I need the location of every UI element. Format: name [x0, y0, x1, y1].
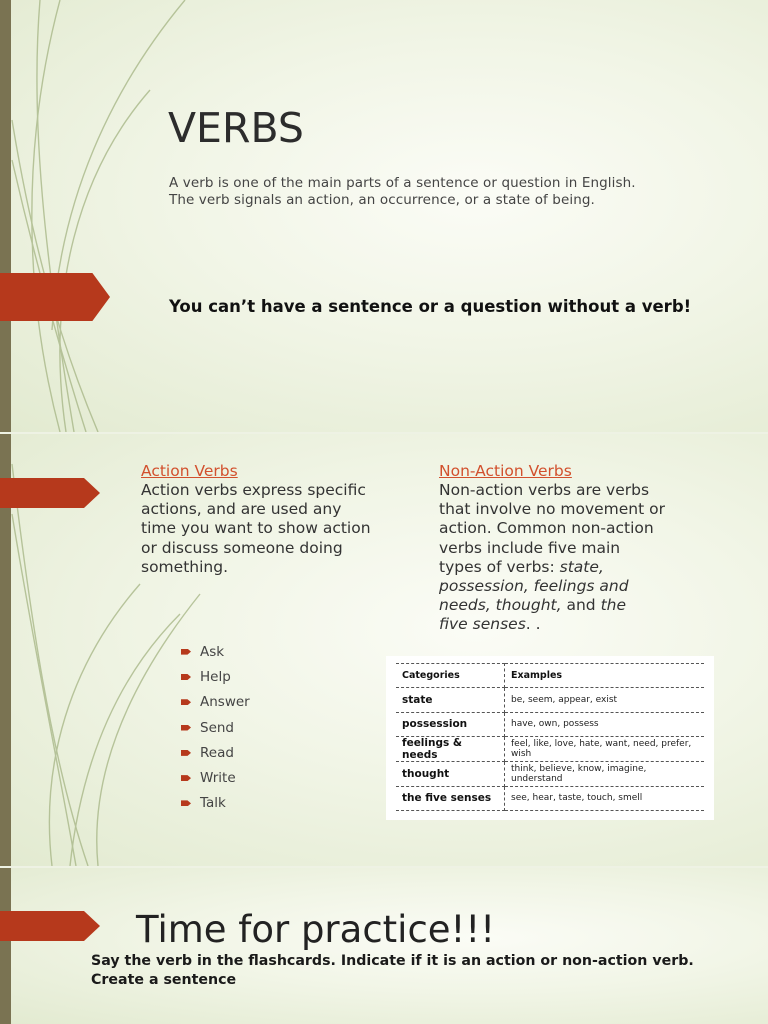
- action-line: or discuss someone doing: [141, 538, 343, 557]
- action-line: time you want to show action: [141, 519, 371, 538]
- non-action-line: verbs include five main: [439, 538, 621, 557]
- non-action-line: possession, feelings and: [439, 577, 629, 596]
- non-action-line: needs, thought, and the: [439, 596, 626, 615]
- table-cell-examples: be, seem, appear, exist: [505, 688, 705, 712]
- table-cell-category: feelings & needs: [396, 737, 505, 762]
- table-cell-examples: feel, like, love, hate, want, need, prefer, wish: [505, 737, 705, 762]
- verb-categories-table: [396, 663, 704, 811]
- table-cell-category: possession: [396, 712, 505, 736]
- table-row: [396, 712, 704, 736]
- non-action-verbs-description: [439, 481, 739, 635]
- instruction-line-2: Create a sentence: [91, 972, 237, 988]
- arrow-bullet-icon: [181, 750, 191, 756]
- table-header: Categories: [396, 664, 505, 688]
- table-cell-examples: see, hear, taste, touch, smell: [505, 786, 705, 810]
- list-item: Answer: [181, 690, 250, 715]
- arrow-bullet-icon: [181, 800, 191, 806]
- table-header-row: [396, 664, 704, 688]
- slide-marker-arrow: [0, 911, 100, 941]
- table-row: [396, 786, 704, 810]
- table-row: [396, 737, 704, 762]
- list-item: Read: [181, 740, 250, 765]
- action-verbs-heading[interactable]: Action Verbs: [141, 462, 238, 480]
- intro-line-2: The verb signals an action, an occurrence, or a state of being.: [169, 192, 595, 208]
- slide-sidebar-bar: [0, 868, 11, 1024]
- non-action-verbs-heading[interactable]: Non-Action Verbs: [439, 462, 572, 480]
- arrow-bullet-icon: [181, 674, 191, 680]
- decorative-curves: [0, 0, 200, 432]
- action-line: something.: [141, 557, 228, 576]
- table-header: Examples: [505, 664, 705, 688]
- table-cell-category: state: [396, 688, 505, 712]
- action-line: actions, and are used any: [141, 500, 342, 519]
- non-action-line: types of verbs: state,: [439, 557, 604, 576]
- table-cell-category: thought: [396, 762, 505, 786]
- slide-1: [0, 0, 768, 432]
- arrow-bullet-icon: [181, 649, 191, 655]
- slide-marker-arrow: [0, 273, 110, 321]
- list-item: Talk: [181, 791, 250, 816]
- verb-categories-table-image: [386, 656, 714, 820]
- slide-marker-arrow: [0, 478, 100, 508]
- table-row: [396, 688, 704, 712]
- practice-instructions: [91, 952, 694, 990]
- slide-3: [0, 868, 768, 1024]
- non-action-line: five senses. .: [439, 615, 541, 634]
- arrow-bullet-icon: [181, 725, 191, 731]
- non-action-line: action. Common non-action: [439, 519, 654, 538]
- intro-paragraph: [169, 175, 729, 209]
- emphasis-statement: You can’t have a sentence or a question without a verb!: [169, 297, 692, 316]
- arrow-bullet-icon: [181, 699, 191, 705]
- table-row: [396, 762, 704, 786]
- table-cell-examples: have, own, possess: [505, 712, 705, 736]
- action-line: Action verbs express specific: [141, 481, 366, 499]
- slide-title: VERBS: [168, 104, 304, 152]
- list-item: Send: [181, 715, 250, 740]
- action-verbs-description: [141, 481, 391, 577]
- table-cell-examples: think, believe, know, imagine, understand: [505, 762, 705, 786]
- action-verbs-column: [141, 462, 391, 577]
- slide-title: Time for practice!!!: [136, 908, 496, 951]
- list-item: Write: [181, 765, 250, 790]
- instruction-line-1: Say the verb in the flashcards. Indicate if it is an action or non-action verb.: [91, 953, 694, 969]
- non-action-line: Non-action verbs are verbs: [439, 481, 650, 499]
- non-action-verbs-column: [439, 462, 739, 635]
- list-item: Help: [181, 664, 250, 689]
- list-item: Ask: [181, 639, 250, 664]
- arrow-bullet-icon: [181, 775, 191, 781]
- verb-examples-list: [181, 639, 250, 816]
- intro-line-1: A verb is one of the main parts of a sentence or question in English.: [169, 175, 636, 191]
- non-action-line: that involve no movement or: [439, 500, 665, 519]
- table-cell-category: the five senses: [396, 786, 505, 810]
